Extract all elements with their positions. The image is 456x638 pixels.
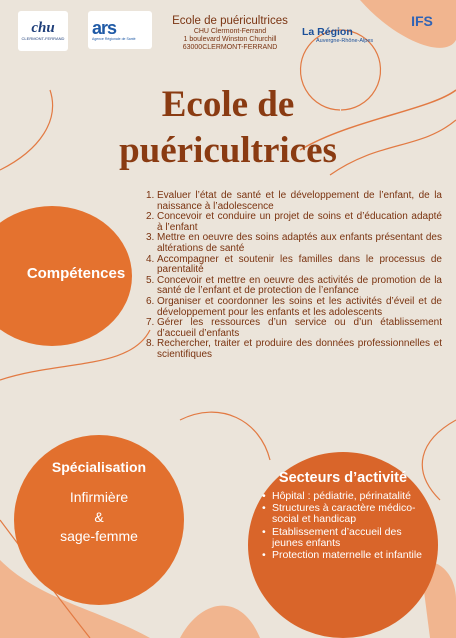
region-logo-mark: La Région: [302, 26, 353, 38]
list-item: • Etablissement d’accueil des jeunes enfants: [262, 527, 434, 549]
list-item: 4. Accompagner et soutenir les familles dans le processus de parentalité: [146, 253, 442, 276]
ifs-logo-mark: IFS: [411, 13, 433, 29]
specialisation-title: Spécialisation: [51, 459, 147, 475]
page-title: Ecole de puéricultrices: [119, 84, 337, 171]
chu-logo-mark: chu: [31, 20, 55, 36]
ifs-logo: [396, 10, 448, 32]
specialisation-line-3: sage-femme: [60, 528, 138, 544]
hospital-name: CHU Clermont-Ferrand: [193, 28, 267, 35]
header-address: [160, 15, 300, 52]
list-item: • Hôpital : pédiatrie, périnatalité: [262, 491, 434, 502]
right-swirl: [422, 420, 456, 500]
competences-label: Compétences: [26, 265, 126, 282]
competences-list: [146, 191, 442, 361]
chu-logo: [18, 11, 68, 51]
specialisation-line-1: Infirmière: [69, 489, 129, 505]
list-item: 6. Organiser et coordonner les soins et les activités d’éveil et de développement pour les enfants et les adolescents: [146, 295, 442, 318]
secteurs-list: [262, 491, 434, 562]
list-item: • Protection maternelle et infantile: [262, 550, 434, 561]
list-item: 3. Mettre en oeuvre des soins adaptés aux enfants présentant des altérations de santé: [146, 232, 442, 254]
ars-logo-mark: ars: [92, 18, 117, 38]
left-swirl: [0, 90, 53, 170]
chu-logo-sub: CLERMONT-FERRAND: [21, 36, 65, 41]
header: [0, 0, 456, 60]
list-item: 5. Concevoir et mettre en oeuvre des activités de promotion de la santé de l’enfant et de protection de l’enfance: [146, 274, 442, 297]
list-item: 8. Rechercher, traiter et produire des données professionnelles et scientifiques: [146, 338, 442, 360]
region-logo-sub: Auvergne-Rhône-Alpes: [316, 38, 374, 44]
region-logo: [302, 24, 390, 46]
list-item: • Structures à caractère médico-social et handicap: [262, 503, 434, 525]
list-item: 1. Evaluer l’état de santé et le développement de l’enfant, de la naissance à l’adolescence: [146, 190, 442, 212]
bottom-center-blob: [180, 606, 260, 638]
middle-swirl: [180, 412, 270, 460]
secteurs-title: Secteurs d’activité: [278, 470, 408, 486]
address-line-1: 1 boulevard Winston Churchill: [183, 36, 277, 43]
ars-logo: [88, 11, 152, 49]
school-name: Ecole de puéricultrices: [172, 15, 288, 27]
list-item: 2. Concevoir et conduire un projet de soins et d’éducation adapté à l’enfant: [146, 211, 442, 233]
ars-logo-sub: Agence Régionale de Santé: [92, 37, 136, 41]
list-item: 7. Gérer les ressources d’un service ou d’un établissement d’accueil d’enfants: [146, 317, 442, 339]
specialisation-line-2: &: [94, 509, 104, 525]
address-line-2: 63000CLERMONT-FERRAND: [182, 44, 278, 51]
